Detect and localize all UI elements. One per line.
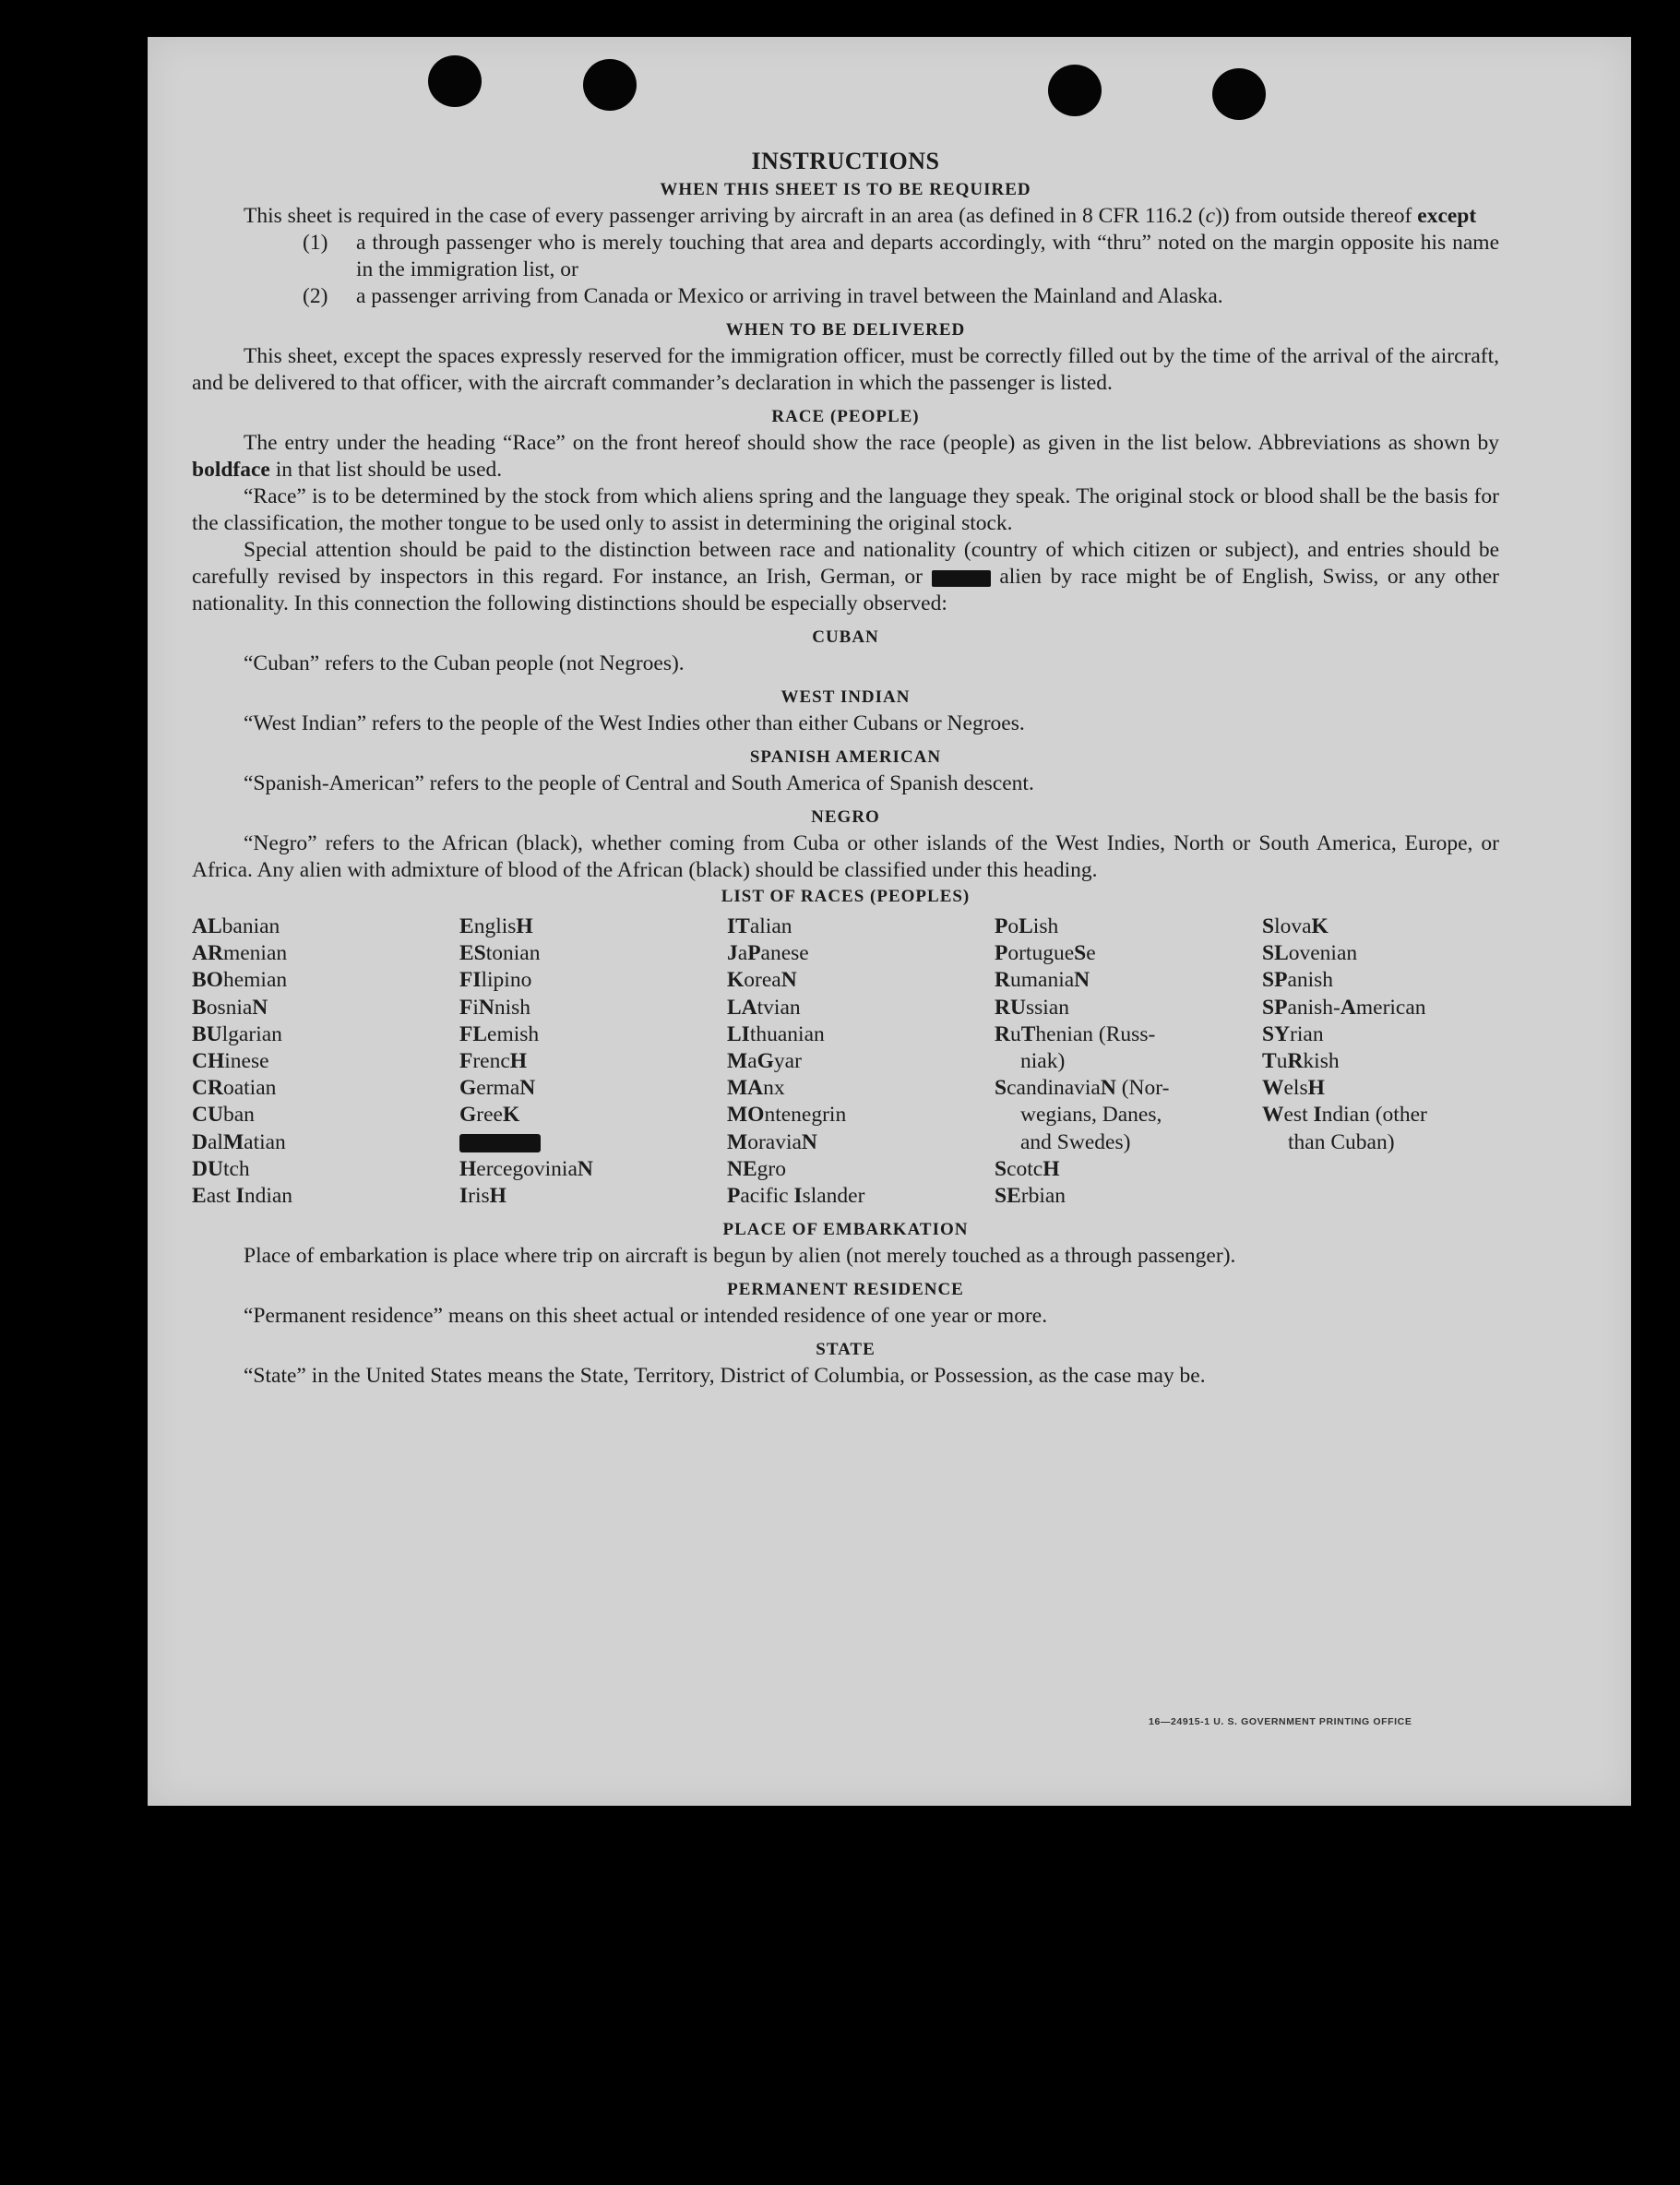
race-abbrev-letter: RU (995, 995, 1026, 1020)
race-text: than Cuban) (1288, 1129, 1395, 1154)
race-abbrev-letter: SL (1262, 941, 1289, 966)
race-entry (727, 913, 995, 940)
race-abbrev-letter: H (516, 914, 533, 938)
race-entry (995, 995, 1262, 1021)
delivered-text: This sheet, except the spaces expressly reserved for the immigration officer, must be correctly filled out by the time of the arrival of the aircraft, and be delivered to that officer, with the aircraft commander’s declaration in which the passenger is listed. (192, 344, 1499, 395)
race-entry (995, 1183, 1262, 1210)
heading-when-required: WHEN THIS SHEET IS TO BE REQUIRED (660, 180, 1031, 199)
race-abbrev-letter: FL (459, 1021, 488, 1046)
race-entry (995, 913, 1262, 940)
race-entry (1262, 1075, 1502, 1102)
race-entry (192, 967, 459, 994)
race-abbrev-letter: N (1074, 968, 1090, 993)
race-entry (1262, 1129, 1502, 1156)
heading-when-delivered: WHEN TO BE DELIVERED (725, 320, 966, 340)
race-abbrev-letter: CU (192, 1103, 223, 1128)
race-abbrev-letter: SY (1262, 1021, 1291, 1046)
race-entry (192, 913, 459, 940)
race-text: merican (1355, 995, 1426, 1020)
race-p1-text-2: in that list should be used. (269, 458, 503, 482)
race-entry (459, 1021, 727, 1048)
race-paragraph-1 (192, 430, 1499, 484)
race-text: ercegovinia (476, 1156, 578, 1181)
race-abbrev-letter: CH (192, 1049, 225, 1074)
race-abbrev-letter: BO (192, 968, 223, 993)
heading-permanent-residence: PERMANENT RESIDENCE (727, 1280, 964, 1300)
race-abbrev-letter: NE (727, 1156, 757, 1181)
race-text: lgarian (221, 1021, 282, 1046)
race-text: henian (Russ- (1035, 1021, 1156, 1046)
heading-spanish-american: SPANISH AMERICAN (749, 747, 942, 767)
race-text: orea (744, 968, 781, 993)
race-entry (459, 940, 727, 967)
race-text: ortugue (1007, 941, 1075, 966)
race-abbrev-letter: N (1100, 1076, 1116, 1101)
race-entry (1262, 995, 1502, 1021)
race-abbrev-letter: G (459, 1103, 477, 1128)
printer-imprint: 16—24915-1 U. S. GOVERNMENT PRINTING OFFICE (1149, 1716, 1412, 1727)
race-paragraph-2: “Race” is to be determined by the stock from which aliens spring and the language they speak. The original stock or blood shall be the basis for the classification, the mother tongue to be used only to assist in determining the original stock. (192, 484, 1499, 535)
required-intro-cfr-letter: c (1205, 204, 1215, 228)
race-text: and Swedes) (1020, 1129, 1131, 1154)
race-abbrev-letter: L (1019, 914, 1033, 938)
race-text: ssian (1025, 995, 1069, 1020)
race-entry (459, 1102, 727, 1128)
race-entry (727, 1183, 995, 1210)
race-text: acific (740, 1184, 794, 1209)
race-abbrev-letter: ES (459, 941, 486, 966)
race-abbrev-letter: P (727, 1184, 741, 1209)
race-text: wegians, Danes, (1020, 1103, 1162, 1128)
race-entry (727, 1156, 995, 1183)
race-abbrev-letter: I (793, 1184, 803, 1209)
race-entry (995, 1129, 1262, 1156)
race-text: (Nor- (1115, 1076, 1170, 1101)
race-column (1262, 913, 1502, 1210)
race-text: candinavia (1007, 1076, 1101, 1101)
race-abbrev-letter: AR (192, 941, 223, 966)
race-abbrev-letter: A (1340, 995, 1356, 1020)
race-p1-text: The entry under the heading “Race” on the front hereof should show the race (people) as given in the list below. Abbreviations as shown by (244, 431, 1499, 455)
race-abbrev-letter: P (995, 914, 1008, 938)
item-text: a through passenger who is merely touching that area and departs accordingly, with “thru” noted on the margin opposite his name in the immigration list, or (356, 231, 1499, 281)
race-text: anish (1287, 968, 1334, 993)
race-text: hemian (222, 968, 288, 993)
race-entry (192, 1102, 459, 1128)
race-text: ban (222, 1103, 255, 1128)
race-abbrev-letter: M (727, 1129, 748, 1154)
race-entry (1262, 1102, 1502, 1128)
required-intro-except: except (1417, 204, 1477, 228)
race-text: menian (222, 941, 288, 966)
race-entry (459, 1075, 727, 1102)
race-column (192, 913, 459, 1210)
required-intro (192, 203, 1499, 230)
race-entry (1262, 1021, 1502, 1048)
cuban-text: “Cuban” refers to the Cuban people (not Negroes). (244, 651, 685, 675)
race-abbrev-letter: H (489, 1184, 506, 1209)
list-item (192, 283, 1499, 310)
race-text: nglis (473, 914, 517, 938)
race-abbrev-letter: N (478, 995, 494, 1020)
race-entry (1262, 967, 1502, 994)
race-entry (192, 1183, 459, 1210)
heading-list-of-races: LIST OF RACES (PEOPLES) (721, 887, 971, 906)
race-column (995, 913, 1262, 1210)
race-abbrev-letter: S (1262, 914, 1275, 938)
race-text: ast (206, 1184, 236, 1209)
heading-negro: NEGRO (811, 807, 880, 827)
race-text: cotc (1007, 1156, 1043, 1181)
race-text: tch (222, 1156, 250, 1181)
race-entry (459, 995, 727, 1021)
race-abbrev-letter: MO (727, 1103, 765, 1128)
race-text: gro (757, 1156, 786, 1181)
race-abbrev-letter: S (995, 1076, 1007, 1101)
race-text: kish (1303, 1049, 1340, 1074)
race-entry (727, 1048, 995, 1075)
race-abbrev-letter: R (995, 1021, 1010, 1046)
race-entry (727, 1021, 995, 1048)
race-abbrev-letter: H (1307, 1076, 1325, 1101)
race-abbrev-letter: LA (727, 995, 757, 1020)
race-text: rian (1290, 1021, 1324, 1046)
required-intro-text-2: )) from outside thereof (1215, 204, 1418, 228)
race-entry (995, 967, 1262, 994)
race-entry (995, 1102, 1262, 1128)
race-abbrev-letter: FI (459, 968, 482, 993)
item-text: a passenger arriving from Canada or Mexico or arriving in travel between the Mainland and Alaska. (356, 284, 1223, 308)
race-entry (995, 1048, 1262, 1075)
race-text: est (1283, 1103, 1314, 1128)
race-abbrev-letter: P (747, 941, 761, 966)
race-entry (459, 967, 727, 994)
race-text: rbian (1020, 1184, 1066, 1209)
race-text: banian (221, 914, 280, 938)
race-text: ovenian (1288, 941, 1358, 966)
race-abbrev-letter: F (459, 995, 473, 1020)
race-entry (995, 1075, 1262, 1102)
race-column (459, 913, 727, 1210)
race-text: nish (494, 995, 531, 1020)
race-abbrev-letter: F (459, 1049, 473, 1074)
race-text: ris (468, 1184, 490, 1209)
heading-cuban: CUBAN (812, 627, 879, 647)
race-entry (459, 1183, 727, 1210)
race-entry (192, 940, 459, 967)
race-abbrev-letter: W (1262, 1103, 1284, 1128)
race-abbrev-letter: I (235, 1184, 244, 1209)
race-text: ntenegrin (764, 1103, 847, 1128)
race-text: erma (476, 1076, 520, 1101)
race-text: o (1007, 914, 1019, 938)
race-abbrev-letter: MA (727, 1076, 764, 1101)
west-indian-text: “West Indian” refers to the people of the West Indies other than either Cubans or Negroes. (244, 711, 1025, 735)
race-entry (1262, 913, 1502, 940)
race-text: niak) (1020, 1049, 1066, 1074)
race-abbrev-letter: H (1043, 1156, 1060, 1181)
punch-hole (428, 55, 482, 107)
race-text: yar (773, 1049, 802, 1074)
race-text: al (207, 1129, 223, 1154)
race-list (192, 913, 1499, 1210)
race-p3-text: Special attention should be paid to the distinction between race and nationality (country of which citizen or subject), and entries should be carefully revised by inspectors in this regard. For instance, an Irish, German, or (192, 538, 1499, 589)
punch-hole (1212, 68, 1266, 120)
race-entry (192, 1075, 459, 1102)
required-intro-text: This sheet is required in the case of every passenger arriving by aircraft in an area (as defined in 8 CFR 116.2 ( (244, 204, 1206, 228)
race-entry (727, 1075, 995, 1102)
race-abbrev-letter: N (577, 1156, 593, 1181)
race-entry (727, 995, 995, 1021)
race-text: ndian (244, 1184, 293, 1209)
punch-hole (583, 59, 637, 111)
document-sheet (148, 37, 1631, 1806)
race-text: renc (472, 1049, 510, 1074)
race-text: lova (1274, 914, 1312, 938)
race-abbrev-letter: K (1311, 914, 1329, 938)
race-text: u (1276, 1049, 1288, 1074)
embarkation-text: Place of embarkation is place where trip on aircraft is begun by alien (not merely touched as a through passenger). (244, 1244, 1236, 1269)
race-abbrev-letter: T (1020, 1021, 1036, 1046)
race-entry (459, 913, 727, 940)
race-abbrev-letter: IT (727, 914, 750, 938)
race-text: tvian (757, 995, 801, 1020)
race-abbrev-letter: R (1287, 1049, 1304, 1074)
redaction-mark (459, 1134, 541, 1152)
race-entry (192, 1156, 459, 1183)
race-abbrev-letter: E (459, 914, 474, 938)
race-text: u (1009, 1021, 1021, 1046)
race-abbrev-letter: M (222, 1129, 244, 1154)
item-number: (1) (303, 231, 328, 255)
race-entry-redacted (459, 1129, 727, 1156)
race-abbrev-letter: N (780, 968, 797, 993)
race-abbrev-letter: G (757, 1049, 774, 1074)
race-abbrev-letter: T (1262, 1049, 1277, 1074)
race-abbrev-letter: DU (192, 1156, 223, 1181)
spanish-american-text: “Spanish-American” refers to the people of Central and South America of Spanish descent. (244, 771, 1034, 795)
race-entry (1262, 940, 1502, 967)
race-text: atian (244, 1129, 286, 1154)
race-text: a (747, 1049, 757, 1074)
race-text: anese (760, 941, 809, 966)
heading-state: STATE (816, 1340, 876, 1360)
race-entry (995, 940, 1262, 967)
race-abbrev-letter: H (509, 1049, 528, 1074)
race-abbrev-letter: P (995, 941, 1008, 966)
race-text: e (1086, 941, 1096, 966)
race-abbrev-letter: W (1262, 1076, 1284, 1101)
race-abbrev-letter: N (252, 995, 268, 1020)
race-abbrev-letter: N (519, 1076, 536, 1101)
race-abbrev-letter: D (192, 1129, 208, 1154)
race-text: emish (487, 1021, 540, 1046)
race-abbrev-letter: S (995, 1156, 1007, 1181)
item-number: (2) (303, 284, 328, 308)
race-abbrev-letter: SP (1262, 995, 1288, 1020)
race-text: inese (224, 1049, 269, 1074)
race-abbrev-letter: S (1074, 941, 1087, 966)
redaction-mark (932, 570, 991, 587)
race-entry (192, 1048, 459, 1075)
race-entry (1262, 1048, 1502, 1075)
race-entry (727, 967, 995, 994)
heading-west-indian: WEST INDIAN (780, 687, 911, 707)
race-text: umania (1009, 968, 1075, 993)
race-entry (192, 995, 459, 1021)
race-abbrev-letter: K (727, 968, 745, 993)
race-abbrev-letter: SE (995, 1184, 1021, 1209)
race-abbrev-letter: J (727, 941, 738, 966)
race-p3-text-2: alien by race might be of English, Swiss, or any other nationality. In this connection the following distinctions should be especially observed: (192, 565, 1500, 615)
race-abbrev-letter: CR (192, 1076, 223, 1101)
heading-embarkation: PLACE OF EMBARKATION (722, 1220, 969, 1240)
race-text: oravia (747, 1129, 802, 1154)
race-entry (727, 1102, 995, 1128)
race-text: tonian (485, 941, 541, 966)
race-entry (459, 1048, 727, 1075)
race-abbrev-letter: E (192, 1184, 207, 1209)
race-abbrev-letter: N (801, 1129, 817, 1154)
race-column (727, 913, 995, 1210)
race-abbrev-letter: H (459, 1156, 477, 1181)
race-abbrev-letter: AL (192, 914, 222, 938)
race-text: lipino (481, 968, 532, 993)
race-entry (727, 1129, 995, 1156)
residence-text: “Permanent residence” means on this sheet actual or intended residence of one year or more. (244, 1304, 1048, 1329)
race-entry (459, 1156, 727, 1183)
race-text: alian (749, 914, 792, 938)
race-text: ree (476, 1103, 503, 1128)
race-text: ish (1032, 914, 1059, 938)
race-entry (192, 1129, 459, 1156)
race-text: osnia (206, 995, 253, 1020)
heading-race: RACE (PEOPLE) (771, 407, 920, 426)
race-text: nx (763, 1076, 785, 1101)
race-abbrev-letter: B (192, 995, 207, 1020)
race-abbrev-letter: K (502, 1103, 520, 1128)
race-entry (192, 1021, 459, 1048)
race-abbrev-letter: SP (1262, 968, 1288, 993)
race-abbrev-letter: LI (727, 1021, 750, 1046)
race-text: ndian (other (1321, 1103, 1427, 1128)
race-text: thuanian (749, 1021, 825, 1046)
race-text: slander (802, 1184, 865, 1209)
list-item (192, 230, 1499, 283)
race-abbrev-letter: BU (192, 1021, 222, 1046)
race-abbrev-letter: R (995, 968, 1010, 993)
race-text: els (1283, 1076, 1308, 1101)
race-text: oatian (222, 1076, 277, 1101)
race-entry (995, 1156, 1262, 1183)
race-text: i (472, 995, 479, 1020)
race-p1-boldface: boldface (192, 458, 270, 482)
race-text: a (737, 941, 748, 966)
punch-hole (1048, 65, 1102, 116)
race-abbrev-letter: I (1313, 1103, 1322, 1128)
state-text: “State” in the United States means the State, Territory, District of Columbia, or Possession, as the case may be. (244, 1364, 1206, 1389)
race-text: anish- (1287, 995, 1340, 1020)
race-entry (727, 940, 995, 967)
instructions-content (192, 146, 1499, 1390)
race-abbrev-letter: G (459, 1076, 477, 1101)
race-entry (995, 1021, 1262, 1048)
race-paragraph-3 (192, 537, 1499, 617)
race-abbrev-letter: M (727, 1049, 748, 1074)
race-abbrev-letter: I (459, 1184, 469, 1209)
page-title: INSTRUCTIONS (751, 148, 940, 174)
negro-text: “Negro” refers to the African (black), whether coming from Cuba or other islands of the West Indies, North or South America, Europe, or Africa. Any alien with admixture of blood of the African (black) should be classified under this heading. (192, 831, 1499, 882)
